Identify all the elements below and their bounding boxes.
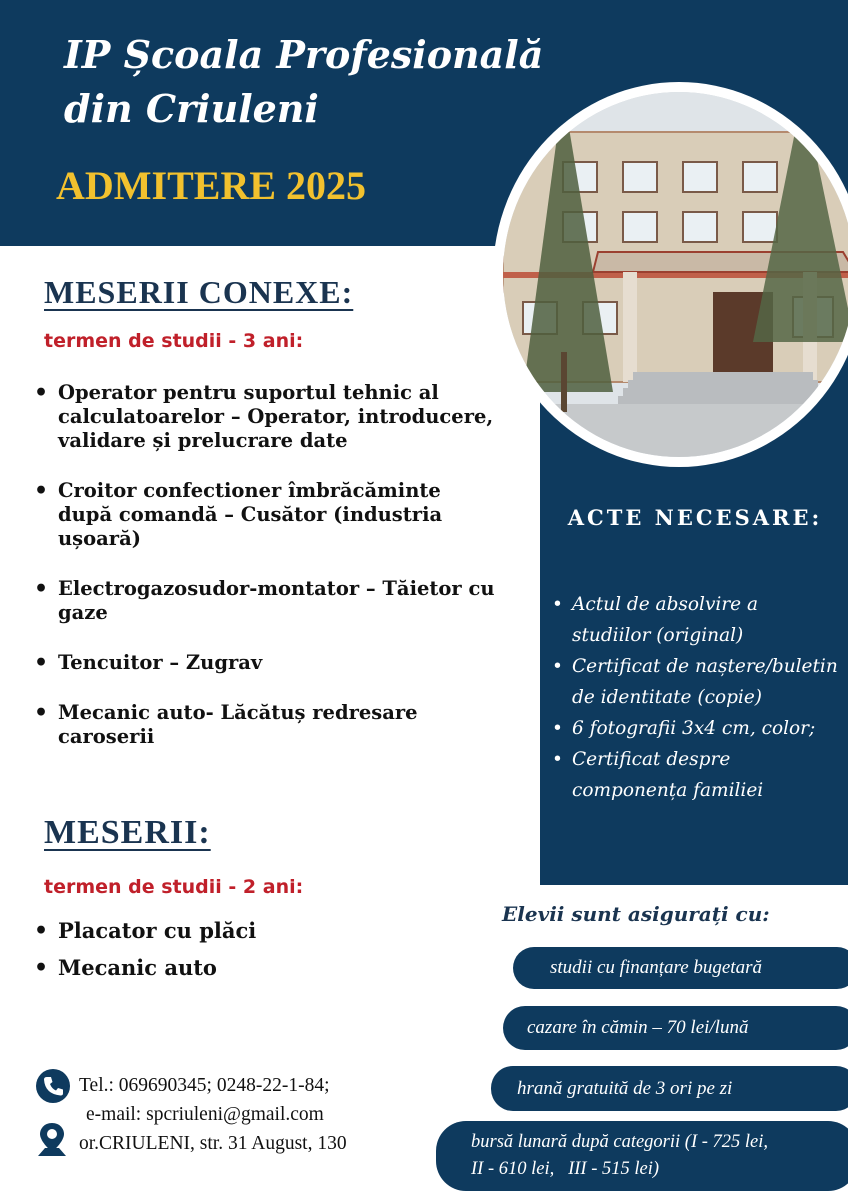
acte-title: ACTE NECESARE: — [567, 505, 823, 530]
list-item: • Placator cu plăci — [34, 918, 394, 944]
conexe-heading: MESERII CONEXE: — [44, 274, 354, 310]
school-title-line1: IP Școala Profesională — [64, 32, 544, 77]
admission-title: ADMITERE 2025 — [56, 163, 367, 208]
contact-phone: Tel.: 069690345; 0248-22-1-84; — [79, 1075, 330, 1096]
list-item: • Mecanic auto- Lăcătuș redresare caroserii — [34, 701, 454, 749]
meserii-heading: MESERII: — [44, 814, 211, 851]
benefits-title: Elevii sunt asigurați cu: — [502, 902, 770, 926]
contact-email: e-mail: spcriuleni@gmail.com — [86, 1104, 324, 1125]
acte-list — [550, 589, 840, 806]
list-item: • Mecanic auto — [34, 955, 394, 981]
meserii-term: termen de studii - 2 ani: — [44, 876, 304, 898]
benefit-pill — [436, 1121, 848, 1191]
school-title-line2: din Criuleni — [64, 86, 319, 131]
conexe-list — [34, 381, 514, 749]
benefit-pill — [503, 1006, 848, 1050]
benefit-text: cazare în cămin – 70 lei/lună — [527, 1017, 749, 1038]
benefit-text: II - 610 lei, III - 515 lei) — [471, 1159, 660, 1179]
list-item: • Certificat despre componența familiei — [550, 744, 840, 806]
list-item: • 6 fotografii 3x4 cm, color; — [550, 713, 840, 744]
meserii-list — [34, 918, 394, 981]
list-item: • Croitor confectioner îmbrăcăminte după comandă – Cusător (industria ușoară) — [34, 479, 494, 551]
benefit-pill — [491, 1066, 848, 1111]
list-item: • Operator pentru suportul tehnic al calculatoarelor – Operator, introducere, validare și prelucrare date — [34, 381, 514, 453]
list-item: • Electrogazosudor-montator – Tăietor cu gaze — [34, 577, 504, 625]
benefit-text: bursă lunară după categorii (I - 725 lei, — [471, 1132, 769, 1152]
benefit-pill — [513, 947, 848, 989]
phone-icon — [36, 1069, 70, 1103]
list-item: • Tencuitor – Zugrav — [34, 651, 514, 675]
list-item: • Actul de absolvire a studiilor (original) — [550, 589, 840, 651]
location-pin-icon — [34, 1120, 70, 1160]
conexe-term: termen de studii - 3 ani: — [44, 330, 304, 352]
school-title — [64, 28, 584, 136]
benefit-text: studii cu finanțare bugetară — [550, 957, 762, 978]
list-item: • Certificat de naștere/buletin de identitate (copie) — [550, 651, 840, 713]
benefit-text: hrană gratuită de 3 ori pe zi — [517, 1077, 733, 1099]
school-building-photo — [503, 92, 848, 457]
contact-address: or.CRIULENI, str. 31 August, 130 — [79, 1133, 347, 1154]
